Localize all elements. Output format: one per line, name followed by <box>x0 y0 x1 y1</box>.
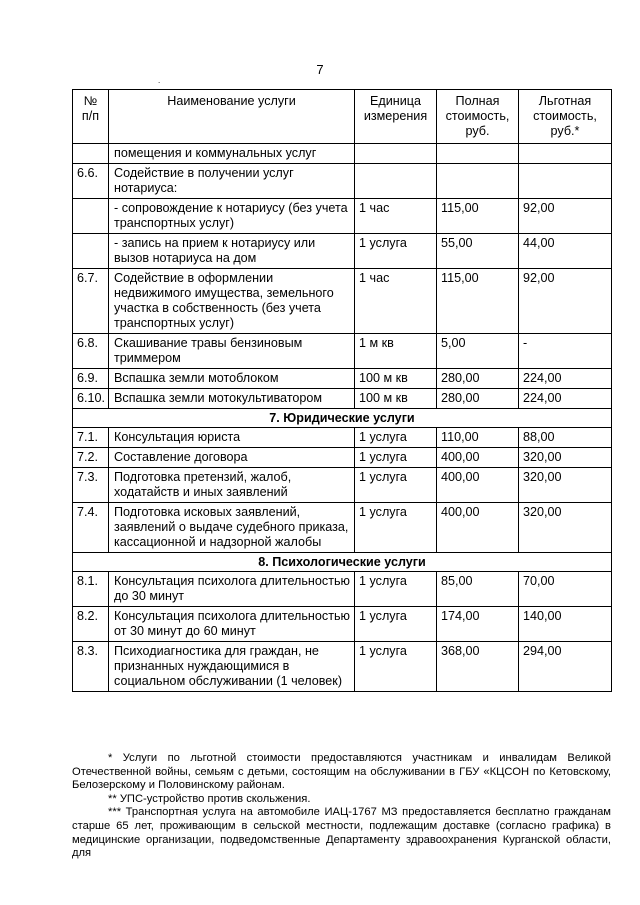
table-row <box>73 269 612 334</box>
cell-discount-price: 92,00 <box>519 269 612 334</box>
cell-name: - сопровождение к нотариусу (без учета транспортных услуг) <box>109 199 355 234</box>
cell-name: Составление договора <box>109 448 355 468</box>
cell-unit: 1 услуга <box>355 448 437 468</box>
cell-discount-price: 320,00 <box>519 468 612 503</box>
cell-num <box>73 234 109 269</box>
cell-name: Консультация юриста <box>109 428 355 448</box>
cell-name: помещения и коммунальных услуг <box>109 144 355 164</box>
cell-unit <box>355 164 437 199</box>
cell-name: Подготовка исковых заявлений, заявлений о выдаче судебного приказа, кассационной и надзорной жалобы <box>109 503 355 553</box>
cell-unit: 1 услуга <box>355 572 437 607</box>
cell-discount-price: 294,00 <box>519 642 612 692</box>
table-row <box>73 503 612 553</box>
table-row <box>73 144 612 164</box>
cell-num: 6.9. <box>73 369 109 389</box>
cell-full-price: 174,00 <box>437 607 519 642</box>
table-row <box>73 369 612 389</box>
cell-full-price: 110,00 <box>437 428 519 448</box>
cell-full-price: 115,00 <box>437 199 519 234</box>
cell-name: Вспашка земли мотоблоком <box>109 369 355 389</box>
cell-name: Скашивание травы бензиновым триммером <box>109 334 355 369</box>
cell-num: 6.8. <box>73 334 109 369</box>
cell-unit: 1 услуга <box>355 428 437 448</box>
cell-discount-price: 224,00 <box>519 389 612 409</box>
footnote-transport: *** Транспортная услуга на автомобиле ИАЦ-1767 МЗ предоставляется бесплатно гражданам старше 65 лет, проживающим в сельской местности, подлежащим доставке (согласно графика) в медицинские организации, подведомственные Департаменту здравоохранения Курганской области, для <box>72 806 611 860</box>
cell-full-price: 5,00 <box>437 334 519 369</box>
cell-discount-price: 320,00 <box>519 503 612 553</box>
table-row <box>73 428 612 448</box>
table-row <box>73 164 612 199</box>
table-row <box>73 334 612 369</box>
cell-discount-price <box>519 164 612 199</box>
cell-num: 6.10. <box>73 389 109 409</box>
cell-unit: 1 услуга <box>355 607 437 642</box>
header-unit: Единица измерения <box>355 90 437 144</box>
cell-num: 7.1. <box>73 428 109 448</box>
cell-unit <box>355 144 437 164</box>
cell-num: 6.6. <box>73 164 109 199</box>
cell-full-price: 400,00 <box>437 448 519 468</box>
cell-unit: 1 услуга <box>355 642 437 692</box>
cell-full-price: 280,00 <box>437 369 519 389</box>
cell-name: Подготовка претензий, жалоб, ходатайств и иных заявлений <box>109 468 355 503</box>
cell-full-price: 280,00 <box>437 389 519 409</box>
table-row <box>73 607 612 642</box>
cell-unit: 1 услуга <box>355 468 437 503</box>
table-row <box>73 468 612 503</box>
header-discount-price: Льготная стоимость, руб.* <box>519 90 612 144</box>
cell-full-price <box>437 144 519 164</box>
cell-full-price: 368,00 <box>437 642 519 692</box>
table-row <box>73 389 612 409</box>
cell-num: 7.3. <box>73 468 109 503</box>
cell-num: 8.2. <box>73 607 109 642</box>
cell-name: Содействие в оформлении недвижимого имущества, земельного участка в собственность (без учета транспортных услуг) <box>109 269 355 334</box>
cell-full-price: 400,00 <box>437 468 519 503</box>
cell-discount-price: 70,00 <box>519 572 612 607</box>
table-row <box>73 199 612 234</box>
cell-unit: 1 услуга <box>355 503 437 553</box>
header-num: № п/п <box>73 90 109 144</box>
cell-full-price: 85,00 <box>437 572 519 607</box>
cell-discount-price: 320,00 <box>519 448 612 468</box>
table-row <box>73 572 612 607</box>
cell-num: 8.3. <box>73 642 109 692</box>
table-row <box>73 642 612 692</box>
cell-unit: 1 час <box>355 269 437 334</box>
cell-num: 7.4. <box>73 503 109 553</box>
cell-unit: 100 м кв <box>355 389 437 409</box>
cell-full-price: 55,00 <box>437 234 519 269</box>
cell-full-price: 115,00 <box>437 269 519 334</box>
footnote-ups: ** УПС-устройство против скольжения. <box>108 792 311 805</box>
cell-num: 8.1. <box>73 572 109 607</box>
cell-full-price: 400,00 <box>437 503 519 553</box>
cell-discount-price: 92,00 <box>519 199 612 234</box>
page-number: 7 <box>316 62 324 77</box>
cell-discount-price: 88,00 <box>519 428 612 448</box>
cell-unit: 1 м кв <box>355 334 437 369</box>
cell-unit: 1 час <box>355 199 437 234</box>
footnotes <box>72 752 611 861</box>
stray-mark: . <box>158 76 161 85</box>
table-header-row <box>73 90 612 144</box>
footnote-discount: * Услуги по льготной стоимости предоставляются участникам и инвалидам Великой Отечественной войны, семьям с детьми, состоящим на обслуживании в ГБУ «КЦСОН по Кетовскому, Белозерскому и Половинскому районам. <box>72 752 611 792</box>
cell-discount-price: - <box>519 334 612 369</box>
cell-unit: 100 м кв <box>355 369 437 389</box>
table-row <box>73 448 612 468</box>
table-row <box>73 234 612 269</box>
cell-full-price <box>437 164 519 199</box>
cell-num: 6.7. <box>73 269 109 334</box>
section-header-row <box>73 553 612 572</box>
section-title-legal: 7. Юридические услуги <box>73 409 612 428</box>
cell-discount-price: 140,00 <box>519 607 612 642</box>
cell-discount-price <box>519 144 612 164</box>
cell-num <box>73 199 109 234</box>
cell-name: Консультация психолога длительностью от 30 минут до 60 минут <box>109 607 355 642</box>
cell-name: Вспашка земли мотокультиватором <box>109 389 355 409</box>
cell-name: Содействие в получении услуг нотариуса: <box>109 164 355 199</box>
cell-discount-price: 44,00 <box>519 234 612 269</box>
header-name: Наименование услуги <box>109 90 355 144</box>
services-table <box>72 89 612 692</box>
header-full-price: Полная стоимость, руб. <box>437 90 519 144</box>
cell-num <box>73 144 109 164</box>
cell-name: Консультация психолога длительностью до 30 минут <box>109 572 355 607</box>
cell-name: - запись на прием к нотариусу или вызов нотариуса на дом <box>109 234 355 269</box>
cell-num: 7.2. <box>73 448 109 468</box>
section-title-psychological: 8. Психологические услуги <box>73 553 612 572</box>
cell-unit: 1 услуга <box>355 234 437 269</box>
section-header-row <box>73 409 612 428</box>
cell-name: Психодиагностика для граждан, не признанных нуждающимися в социальном обслуживании (1 человек) <box>109 642 355 692</box>
cell-discount-price: 224,00 <box>519 369 612 389</box>
